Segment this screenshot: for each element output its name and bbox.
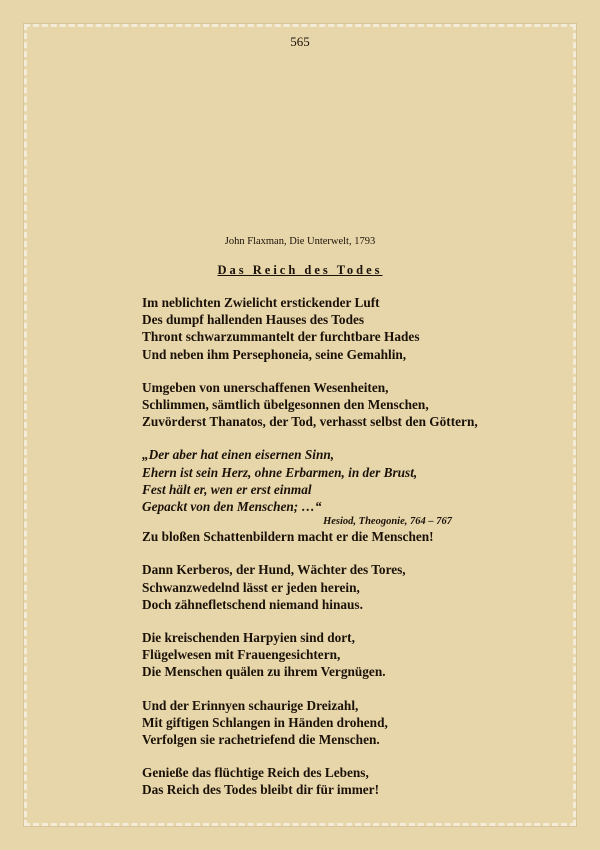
poem-line: Im neblichten Zwielicht erstickender Luft [142, 295, 380, 310]
poem-line: Dann Kerberos, der Hund, Wächter des Tores, [142, 562, 406, 578]
poem-line: Und neben ihm Persephoneia, seine Gemahlin, [142, 346, 407, 362]
poem-line: Verfolgen sie rachetriefend die Menschen. [142, 732, 380, 748]
image-caption: John Flaxman, Die Unterwelt, 1793 [224, 236, 376, 247]
poem-line: Schwanzwedelnd lässt er jeden herein, [142, 579, 360, 595]
poem-line: Umgeben von unerschaffenen Wesenheiten, [142, 379, 389, 395]
page-number: 565 [290, 34, 310, 49]
poem-line: Und der Erinnyen schaurige Dreizahl, [142, 697, 359, 713]
poem-line: Genieße das flüchtige Reich des Lebens, [142, 765, 369, 781]
quote-line: Gepackt von den Menschen; …“ [142, 499, 322, 515]
poem-line: Die Menschen quälen zu ihrem Vergnügen. [142, 664, 386, 680]
poem-line: Zu bloßen Schattenbildern macht er die Menschen! [142, 529, 434, 545]
poem-line: Das Reich des Todes bleibt dir für immer! [142, 782, 380, 798]
poem-title: Das Reich des Todes [217, 263, 383, 277]
quote-line: Ehern ist sein Herz, ohne Erbarmen, in der Brust, [142, 464, 418, 480]
poem-line: Zuvörderst Thanatos, der Tod, verhasst selbst den Göttern, [142, 414, 478, 430]
poem-line: Des dumpf hallenden Hauses des Todes [142, 312, 365, 328]
quote-source: Hesiod, Theogonie, 764 – 767 [323, 516, 452, 528]
poem-line: Thront schwarzummantelt der furchtbare Hades [142, 329, 420, 345]
poem-body [142, 294, 562, 815]
stanza [142, 697, 562, 749]
stanza [142, 379, 562, 431]
quote-line: „Der aber hat einen eisernen Sinn, [142, 447, 335, 463]
poem-line: Mit giftigen Schlangen in Händen drohend, [142, 714, 388, 730]
stanza [142, 629, 562, 681]
poem-line: Doch zähnefletschend niemand hinaus. [142, 596, 363, 612]
poem-line: Flügelwesen mit Frauengesichtern, [142, 647, 341, 663]
quote-stanza [142, 446, 562, 545]
stanza [142, 764, 562, 798]
poem-line: Die kreischenden Harpyien sind dort, [142, 630, 355, 646]
poem-line: Schlimmen, sämtlich übelgesonnen den Menschen, [142, 397, 429, 413]
stanza [142, 561, 562, 613]
quote-line: Fest hält er, wen er erst einmal [142, 481, 312, 497]
stanza [142, 294, 562, 363]
